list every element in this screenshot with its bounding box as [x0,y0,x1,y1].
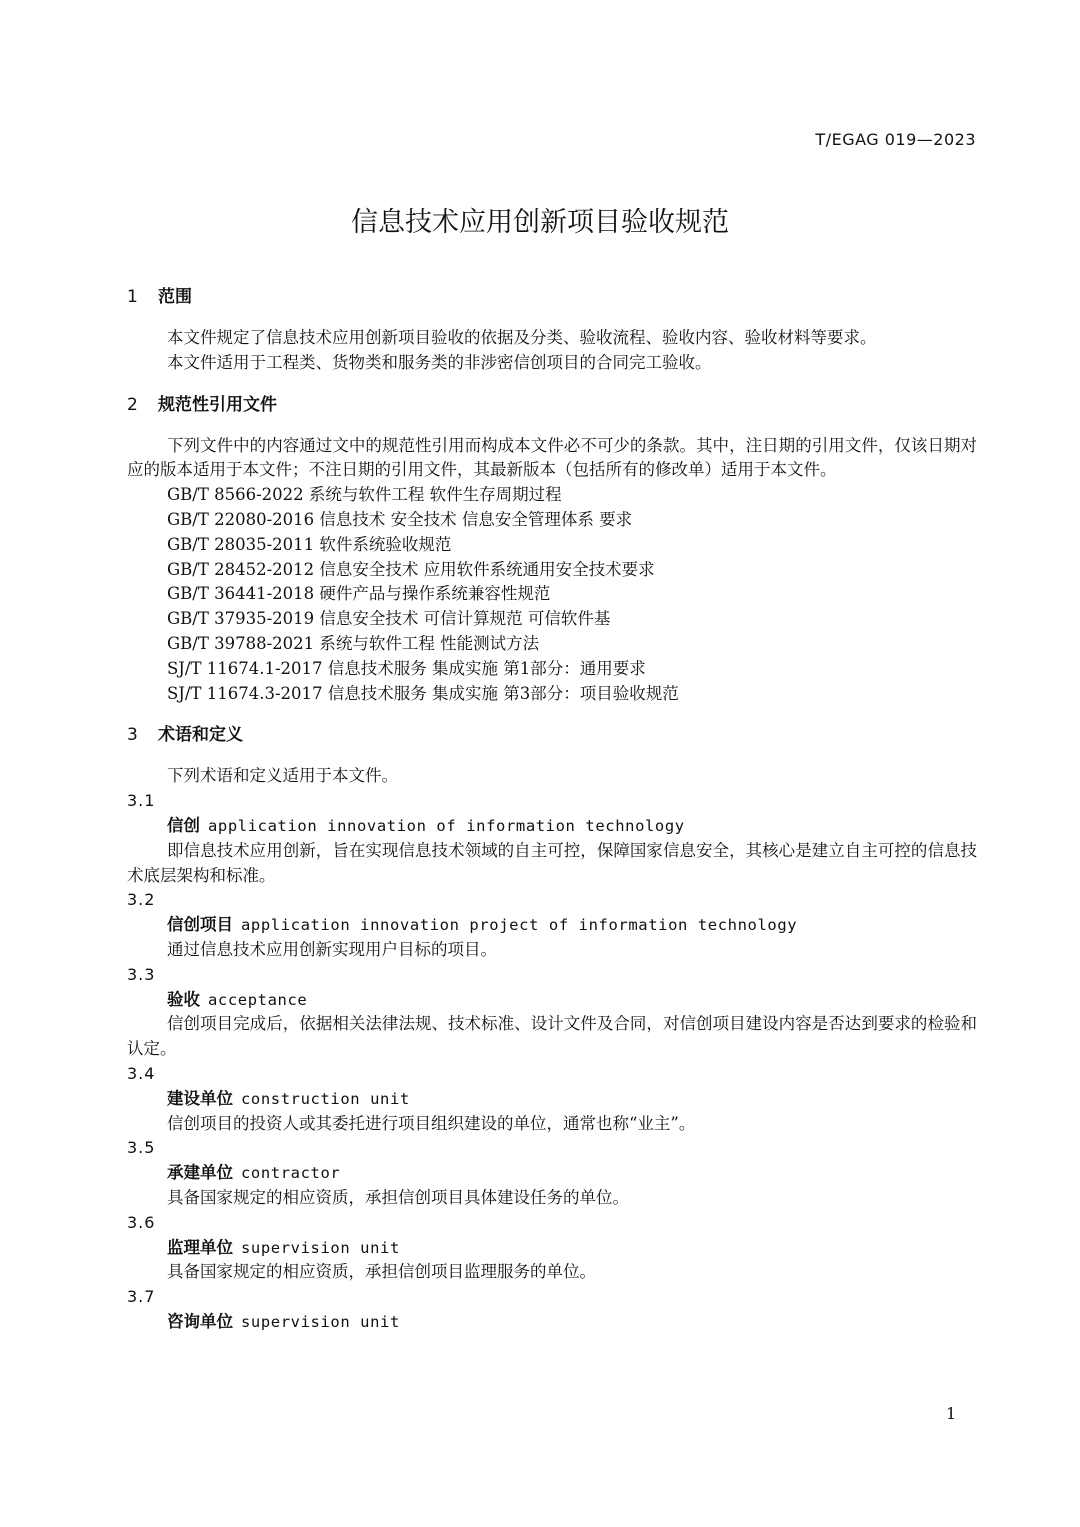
term-name [127,913,977,938]
term-entry [127,1285,977,1335]
term-number: 3.7 [127,1287,156,1307]
term-number: 3.2 [127,890,156,910]
section-heading [127,392,977,418]
term-name [127,1161,977,1186]
paragraph: 本文件规定了信息技术应用创新项目验收的依据及分类、验收流程、验收内容、验收材料等要求。 [167,328,877,347]
section-normative-references [127,392,977,707]
reference-item: GB/T 36441-2018 硬件产品与操作系统兼容性规范 [167,584,551,604]
term-entry [127,1062,977,1136]
section-scope [127,284,977,376]
reference-item: SJ/T 11674.3-2017 信息技术服务 集成实施 第3部分：项目验收规范 [167,683,679,703]
standard-code: T/EGAG 019—2023 [815,130,976,149]
term-zh: 监理单位 [167,1237,233,1257]
document-title: 信息技术应用创新项目验收规范 [351,207,729,238]
term-en: construction unit [241,1089,410,1108]
term-definition: 具备国家规定的相应资质，承担信创项目具体建设任务的单位。 [167,1187,629,1207]
term-zh: 验收 [167,989,200,1009]
term-en: supervision unit [241,1312,400,1331]
term-name [127,988,977,1013]
term-definition: 即信息技术应用创新，旨在实现信息技术领域的自主可控，保障国家信息安全，其核心是建立自主可控的信息技术底层架构和标准。 [127,840,977,885]
term-entry [127,888,977,962]
paragraph: 本文件适用于工程类、货物类和服务类的非涉密信创项目的合同完工验收。 [167,352,712,372]
reference-item: GB/T 39788-2021 系统与软件工程 性能测试方法 [167,633,540,653]
term-zh: 信创项目 [167,915,233,935]
term-name [127,1087,977,1112]
term-number: 3.4 [127,1063,156,1083]
term-definition: 通过信息技术应用创新实现用户目标的项目。 [167,939,497,959]
term-entry [127,963,977,1062]
reference-item: GB/T 28035-2011 软件系统验收规范 [167,534,452,554]
term-entry [127,1136,977,1210]
term-zh: 承建单位 [167,1163,233,1183]
section-heading [127,284,977,310]
term-en: supervision unit [241,1238,400,1257]
paragraph: 下列术语和定义适用于本文件。 [167,766,398,786]
term-zh: 信创 [167,815,200,835]
section-heading [127,722,977,748]
term-number: 3.6 [127,1212,156,1232]
term-definition: 具备国家规定的相应资质，承担信创项目监理服务的单位。 [167,1262,596,1282]
section-title: 范围 [158,287,192,307]
term-number: 3.3 [127,964,156,984]
paragraph: 下列文件中的内容通过文中的规范性引用而构成本文件必不可少的条款。其中，注日期的引用文件，仅该日期对应的版本适用于本文件；不注日期的引用文件，其最新版本（包括所有的修改单）适用于本文件。 [127,435,977,480]
term-number: 3.5 [127,1138,156,1158]
section-terms-definitions [127,722,977,1334]
section-number: 2 [127,394,138,415]
term-definition: 信创项目完成后，依据相关法律法规、技术标准、设计文件及合同，对信创项目建设内容是否达到要求的检验和认定。 [127,1014,977,1059]
reference-item: GB/T 22080-2016 信息技术 安全技术 信息安全管理体系 要求 [167,509,633,529]
section-number: 1 [127,287,138,307]
term-number: 3.1 [127,791,156,811]
reference-item: GB/T 28452-2012 信息安全技术 应用软件系统通用安全技术要求 [167,559,655,579]
document-body [127,284,977,1335]
term-zh: 咨询单位 [167,1311,233,1331]
section-number: 3 [127,725,138,746]
term-zh: 建设单位 [167,1088,233,1108]
term-en: application innovation project of information technology [241,916,798,935]
section-title: 术语和定义 [158,725,243,746]
term-name [127,1310,977,1335]
term-en: application innovation of information technology [208,816,685,835]
term-name [127,1236,977,1261]
term-en: contractor [241,1164,341,1183]
reference-item: GB/T 8566-2022 系统与软件工程 软件生存周期过程 [167,485,562,505]
term-definition: 信创项目的投资人或其委托进行项目组织建设的单位，通常也称“业主”。 [167,1113,696,1133]
section-title: 规范性引用文件 [158,394,277,415]
term-entry [127,789,977,888]
reference-item: GB/T 37935-2019 信息安全技术 可信计算规范 可信软件基 [167,609,611,629]
reference-item: SJ/T 11674.1-2017 信息技术服务 集成实施 第1部分：通用要求 [167,658,646,678]
term-name [127,814,977,839]
page-number: 1 [946,1404,957,1423]
term-en: acceptance [208,990,308,1009]
term-entry [127,1211,977,1285]
